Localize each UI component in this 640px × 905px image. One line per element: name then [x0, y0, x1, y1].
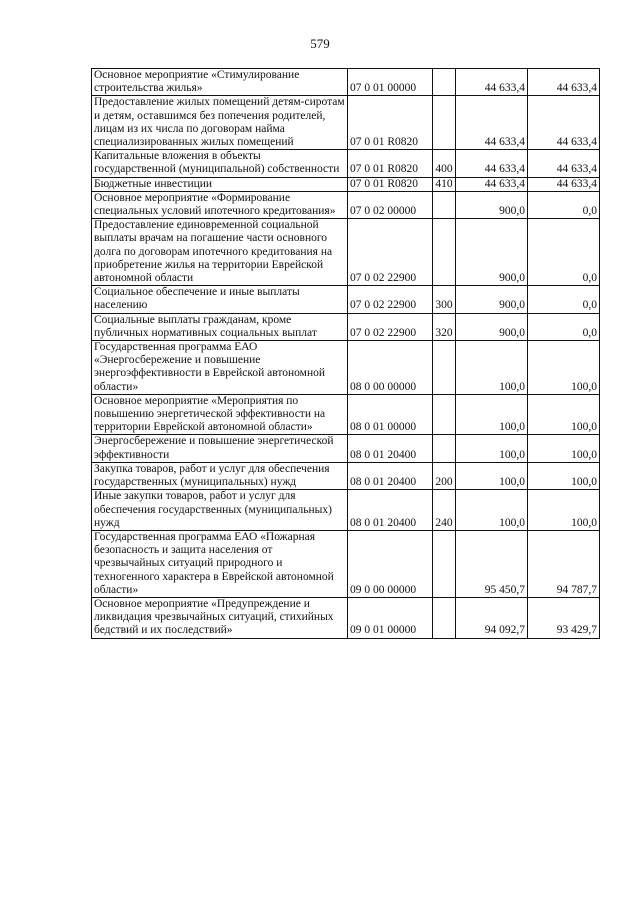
- row-code-cell: 07 0 02 00000: [348, 191, 433, 218]
- row-code-cell: 08 0 01 00000: [348, 394, 433, 435]
- row-type-cell: 320: [433, 313, 456, 340]
- table-row: [92, 96, 600, 150]
- row-value-1-cell: 900,0: [456, 286, 528, 313]
- table-row: [92, 435, 600, 462]
- row-value-1-cell: 44 633,4: [456, 177, 528, 191]
- row-value-1-cell: 44 633,4: [456, 96, 528, 150]
- row-name-cell: Основное мероприятие «Формирование специальных условий ипотечного кредитования»: [92, 191, 348, 218]
- row-type-cell: 300: [433, 286, 456, 313]
- table-row: [92, 286, 600, 313]
- row-value-2-cell: 44 633,4: [528, 177, 600, 191]
- table-row: [92, 394, 600, 435]
- row-name-cell: Бюджетные инвестиции: [92, 177, 348, 191]
- row-value-1-cell: 95 450,7: [456, 530, 528, 597]
- row-type-cell: [433, 530, 456, 597]
- table-row: [92, 177, 600, 191]
- row-type-cell: [433, 597, 456, 638]
- row-value-2-cell: 100,0: [528, 462, 600, 489]
- row-type-cell: [433, 435, 456, 462]
- row-value-2-cell: 100,0: [528, 341, 600, 395]
- row-value-2-cell: 0,0: [528, 219, 600, 286]
- row-name-cell: Предоставление единовременной социальной выплаты врачам на погашение части основного долга по договорам ипотечного кредитования на приобретение жилья на территории Еврейской автономной области: [92, 219, 348, 286]
- row-type-cell: [433, 69, 456, 96]
- table-row: [92, 191, 600, 218]
- row-type-cell: 400: [433, 150, 456, 177]
- row-name-cell: Государственная программа ЕАО «Пожарная безопасность и защита населения от чрезвычайных ситуаций природного и техногенного характера в Еврейской автономной области»: [92, 530, 348, 597]
- row-type-cell: 200: [433, 462, 456, 489]
- table-row: [92, 69, 600, 96]
- row-name-cell: Основное мероприятие «Мероприятия по повышению энергетической эффективности на территории Еврейской автономной области»: [92, 394, 348, 435]
- row-code-cell: 07 0 01 R0820: [348, 150, 433, 177]
- row-type-cell: [433, 394, 456, 435]
- row-value-2-cell: 100,0: [528, 490, 600, 531]
- row-code-cell: 09 0 01 00000: [348, 597, 433, 638]
- row-type-cell: [433, 96, 456, 150]
- table-row: [92, 219, 600, 286]
- row-value-1-cell: 900,0: [456, 219, 528, 286]
- table-row: [92, 341, 600, 395]
- row-name-cell: Капитальные вложения в объекты государственной (муниципальной) собственности: [92, 150, 348, 177]
- table-row: [92, 150, 600, 177]
- row-code-cell: 08 0 01 20400: [348, 435, 433, 462]
- row-name-cell: Энергосбережение и повышение энергетической эффективности: [92, 435, 348, 462]
- table-row: [92, 462, 600, 489]
- row-value-1-cell: 100,0: [456, 435, 528, 462]
- row-name-cell: Иные закупки товаров, работ и услуг для обеспечения государственных (муниципальных) нужд: [92, 490, 348, 531]
- row-name-cell: Основное мероприятие «Стимулирование строительства жилья»: [92, 69, 348, 96]
- row-value-2-cell: 0,0: [528, 286, 600, 313]
- row-value-1-cell: 100,0: [456, 394, 528, 435]
- row-type-cell: [433, 341, 456, 395]
- row-code-cell: 08 0 01 20400: [348, 490, 433, 531]
- row-value-1-cell: 900,0: [456, 191, 528, 218]
- page-number: 579: [310, 36, 330, 51]
- row-code-cell: 09 0 00 00000: [348, 530, 433, 597]
- row-code-cell: 07 0 02 22900: [348, 286, 433, 313]
- row-name-cell: Предоставление жилых помещений детям-сиротам и детям, оставшимся без попечения родителей, лицам из их числа по договорам найма специализированных жилых помещений: [92, 96, 348, 150]
- row-value-2-cell: 44 633,4: [528, 96, 600, 150]
- row-value-2-cell: 44 633,4: [528, 150, 600, 177]
- row-value-1-cell: 44 633,4: [456, 150, 528, 177]
- row-value-1-cell: 44 633,4: [456, 69, 528, 96]
- row-code-cell: 07 0 02 22900: [348, 219, 433, 286]
- row-value-2-cell: 93 429,7: [528, 597, 600, 638]
- table-row: [92, 313, 600, 340]
- budget-table: [91, 68, 600, 639]
- row-value-2-cell: 0,0: [528, 191, 600, 218]
- row-code-cell: 08 0 01 20400: [348, 462, 433, 489]
- row-code-cell: 08 0 00 00000: [348, 341, 433, 395]
- row-name-cell: Закупка товаров, работ и услуг для обеспечения государственных (муниципальных) нужд: [92, 462, 348, 489]
- row-name-cell: Основное мероприятие «Предупреждение и ликвидация чрезвычайных ситуаций, стихийных бедствий и их последствий»: [92, 597, 348, 638]
- row-type-cell: [433, 191, 456, 218]
- row-value-2-cell: 100,0: [528, 435, 600, 462]
- row-type-cell: 410: [433, 177, 456, 191]
- row-value-1-cell: 94 092,7: [456, 597, 528, 638]
- row-type-cell: [433, 219, 456, 286]
- row-value-2-cell: 0,0: [528, 313, 600, 340]
- row-value-1-cell: 100,0: [456, 341, 528, 395]
- table-row: [92, 597, 600, 638]
- row-name-cell: Социальные выплаты гражданам, кроме публичных нормативных социальных выплат: [92, 313, 348, 340]
- row-code-cell: 07 0 01 R0820: [348, 96, 433, 150]
- row-value-1-cell: 900,0: [456, 313, 528, 340]
- row-type-cell: 240: [433, 490, 456, 531]
- row-value-2-cell: 44 633,4: [528, 69, 600, 96]
- row-value-1-cell: 100,0: [456, 462, 528, 489]
- row-code-cell: 07 0 01 00000: [348, 69, 433, 96]
- row-value-1-cell: 100,0: [456, 490, 528, 531]
- row-value-2-cell: 94 787,7: [528, 530, 600, 597]
- table-row: [92, 490, 600, 531]
- row-code-cell: 07 0 01 R0820: [348, 177, 433, 191]
- budget-table-body: [92, 69, 600, 639]
- row-code-cell: 07 0 02 22900: [348, 313, 433, 340]
- row-value-2-cell: 100,0: [528, 394, 600, 435]
- row-name-cell: Государственная программа ЕАО «Энергосбережение и повышение энергоэффективности в Еврейской автономной области»: [92, 341, 348, 395]
- row-name-cell: Социальное обеспечение и иные выплаты населению: [92, 286, 348, 313]
- table-row: [92, 530, 600, 597]
